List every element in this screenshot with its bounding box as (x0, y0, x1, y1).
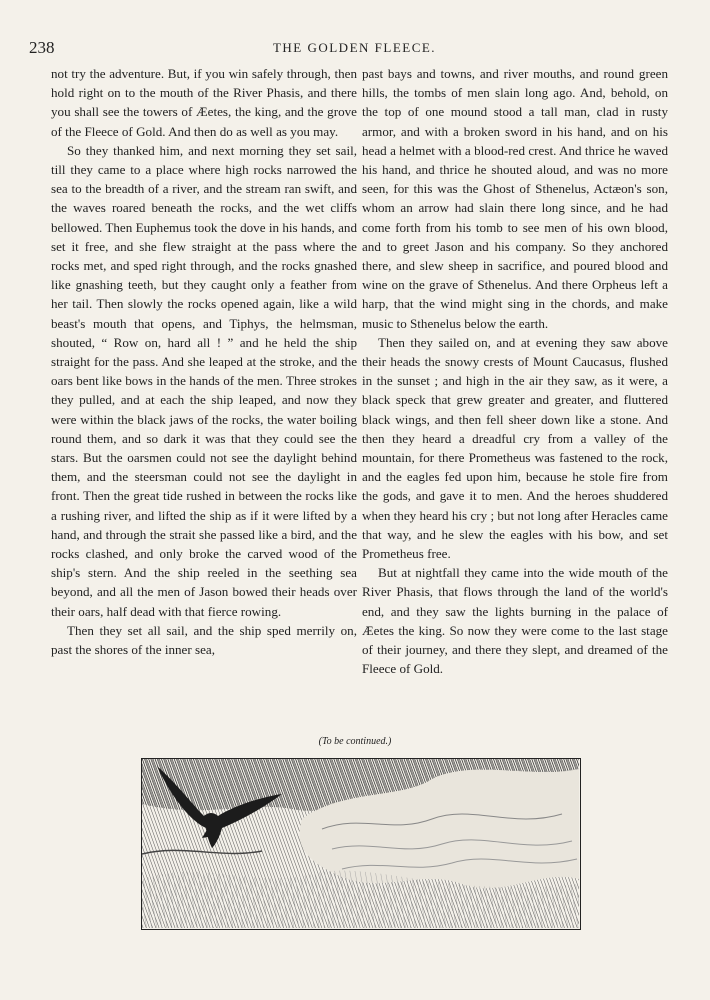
right-column (362, 64, 668, 679)
page-number: 238 (29, 38, 55, 57)
paragraph: Then they set all sail, and the ship sped merrily on, past the shores of the inner sea, (51, 622, 357, 658)
eagle-engraving-illustration (141, 758, 581, 930)
paragraph: past bays and towns, and river mouths, and round green hills, the tombs of men slain long ago. And, behold, on the top of one mound stood a tall man, clad in rusty armor, and with a broken sword in his hand, and on his head a helmet with a blood-red crest. And thrice he waved his hand, and thrice he shouted aloud, and was no more seen, for this was the Ghost of Sthenelus, Actæon's son, whom an arrow had slain there long since, and he had come forth from his tomb to see men of his own blood, and to greet Jason and his company. So they anchored there, and slew sheep in sacrifice, and poured blood and wine on the grave of Sthenelus. And there Orpheus left a harp, that the wind might sing in the chords, and make music to Sthenelus below the earth. (362, 66, 668, 331)
paragraph: Then they sailed on, and at evening they saw above their heads the snowy crests of Mount Caucasus, flushed in the sunset ; and high in the air they saw, as it were, a black speck that grew greater and greater, and fluttered black wings, and then fell sheer down like a stone. And then they heard a dreadful cry from a valley of the mountain, for there Prometheus was fastened to the rock, and the eagles fed upon him, because he stole fire from the gods, and gave it to men. And the heroes shuddered when they heard his cry ; but not long after Heracles came that way, and he slew the eagles with his bow, and set Prometheus free. (362, 334, 668, 562)
paragraph: But at nightfall they came into the wide mouth of the River Phasis, that flows through the land of the world's end, and they saw the lights burning in the palace of Æetes the king. So now they were come to the last stage of their journey, and there they slept, and dreamed of the Fleece of Gold. (362, 565, 668, 677)
running-title: THE GOLDEN FLEECE. (272, 40, 437, 55)
paragraph: not try the adventure. But, if you win safely through, then hold right on to the mouth of the River Phasis, and there you shall see the towers of Æetes, the king, and the grove of the Fleece of Gold. And then do as well as you may. (51, 66, 357, 139)
to-be-continued-note: (To be continued.) (318, 736, 392, 747)
left-column (51, 64, 357, 659)
page-header (29, 38, 680, 58)
paragraph: So they thanked him, and next morning they set sail, till they came to a place where high rocks narrowed the sea to the breadth of a river, and the stream ran swift, and the waves roared beneath the rocks, and the wet cliffs bellowed. Then Euphemus took the dove in his hands, and set it free, and she flew straight at the pass where the rocks met, and sped right through, and the rocks gnashed like gnashing teeth, but they caught only a feather from her tail. Then slowly the rocks opened again, like a wild beast's mouth that opens, and Tiphys, the helmsman, shouted, “ Row on, hard all ! ” and he held the ship straight for the pass. And she leaped at the stroke, and the oars bent like bows in the hands of the men. Three strokes they pulled, and at each the ship leaped, and now they were within the black jaws of the rocks, the water boiling round them, and so dark it was that they could see the stars. But the oarsmen could not see the daylight behind them, and the steersman could not see the daylight in front. Then the great tide rushed in between the rocks like a rushing river, and lifted the ship as if it were lifted by a hand, and through the strait she passed like a bird, and the rocks clashed, and only broke the carved wood of the ship's stern. And the ship reeled in the seething sea beyond, and all the men of Jason bowed their heads over their oars, half dead with that fierce rowing. (51, 142, 357, 619)
